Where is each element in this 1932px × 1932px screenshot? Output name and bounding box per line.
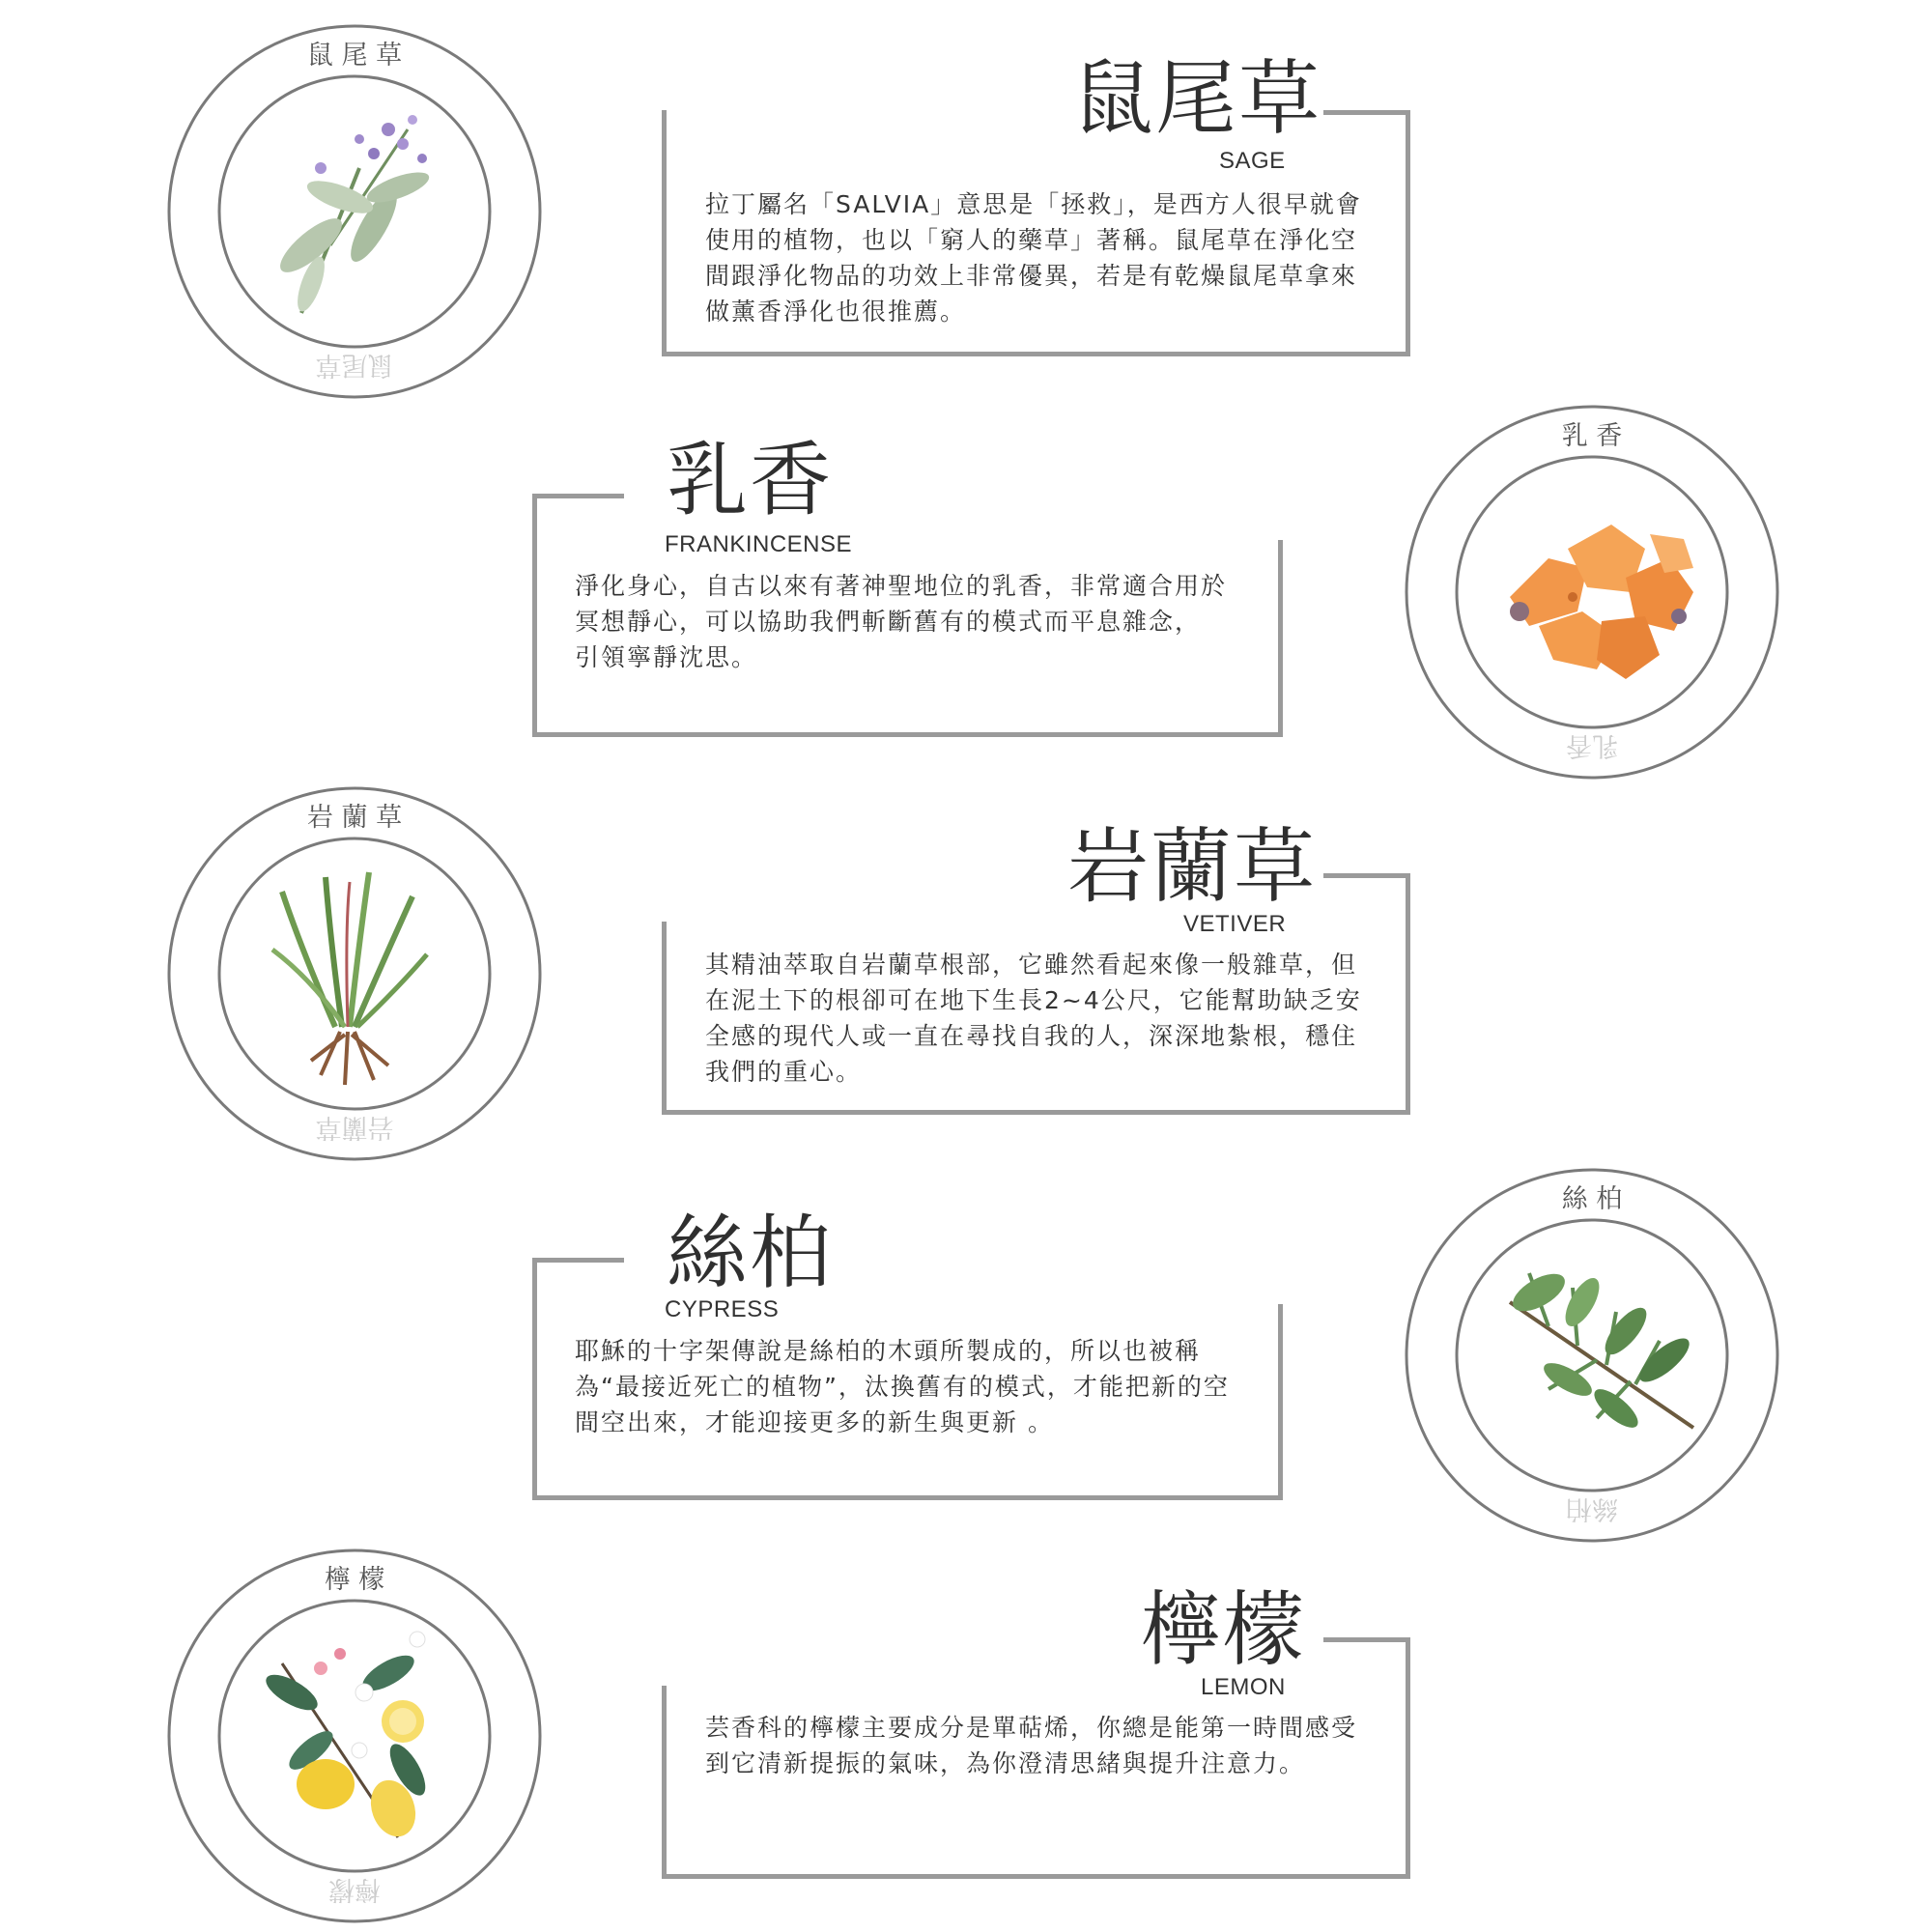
medallion-frame xyxy=(166,23,543,400)
desc-line: 引領寧靜沈思。 xyxy=(575,643,758,671)
cypress-branch-icon xyxy=(1507,1266,1695,1435)
desc-line: 冥想靜心，可以協助我們斬斷舊有的模式而平息雜念， xyxy=(575,608,1202,636)
desc-line: 做薰香淨化也很推薦。 xyxy=(705,298,967,326)
ring-label-frankincense: 乳 香 xyxy=(1561,421,1623,451)
desc-line: 拉丁屬名「SALVIA」意思是「拯救」，是西方人很早就會 xyxy=(705,190,1362,218)
desc-line: 芸香科的檸檬主要成分是單萜烯，你總是能第一時間感受 xyxy=(705,1714,1358,1742)
herb-subtitle-sage: SAGE xyxy=(1219,148,1286,174)
desc-line: 到它清新提振的氣味，為你澄清思緒與提升注意力。 xyxy=(705,1749,1306,1777)
herb-subtitle-vetiver: VETIVER xyxy=(1183,911,1287,937)
desc-line: 間跟淨化物品的功效上非常優異，若是有乾燥鼠尾草拿來 xyxy=(705,262,1358,290)
herb-description-sage xyxy=(705,186,1401,329)
medallion-cypress xyxy=(1404,1167,1780,1544)
herb-title-lemon: 檸檬 xyxy=(1140,1582,1307,1677)
herb-description-vetiver xyxy=(705,947,1401,1090)
herb-title-sage: 鼠尾草 xyxy=(1072,51,1322,146)
herb-description-frankincense xyxy=(575,568,1270,675)
sage-plant-icon xyxy=(272,115,432,315)
herb-description-cypress xyxy=(575,1333,1270,1440)
medallion-frame xyxy=(1404,1167,1780,1544)
medallion-frame xyxy=(1404,404,1780,781)
medallion-frame xyxy=(166,785,543,1162)
herb-subtitle-frankincense: FRANKINCENSE xyxy=(665,531,853,557)
lemon-branch-icon xyxy=(261,1632,432,1843)
desc-line: 全感的現代人或一直在尋找自我的人，深深地紮根，穩住 xyxy=(705,1022,1358,1050)
medallion-vetiver xyxy=(166,785,543,1162)
ring-label-cypress: 絲 柏 xyxy=(1561,1184,1623,1214)
desc-line: 淨化身心，自古以來有著神聖地位的乳香，非常適合用於 xyxy=(575,572,1228,600)
ring-label-reflection-cypress: 絲柏 xyxy=(1566,1493,1618,1523)
herb-title-frankincense: 乳香 xyxy=(667,433,834,527)
ring-label-vetiver: 岩 蘭 草 xyxy=(306,803,403,833)
ring-label-reflection-sage: 鼠尾草 xyxy=(315,350,394,380)
herb-subtitle-cypress: CYPRESS xyxy=(665,1296,780,1322)
herb-subtitle-lemon: LEMON xyxy=(1201,1674,1286,1700)
herb-section-lemon xyxy=(0,1526,1932,1932)
desc-line: 在泥土下的根卻可在地下生長2~4公尺，它能幫助缺乏安 xyxy=(705,986,1362,1014)
medallion-frame xyxy=(166,1548,543,1924)
ring-label-reflection-vetiver: 岩蘭草 xyxy=(315,1112,394,1142)
vetiver-grass-icon xyxy=(272,872,427,1085)
desc-line: 我們的重心。 xyxy=(705,1058,863,1086)
herb-description-lemon xyxy=(705,1710,1401,1781)
ring-label-sage: 鼠 尾 草 xyxy=(306,41,403,71)
medallion-lemon xyxy=(166,1548,543,1924)
herb-title-vetiver: 岩蘭草 xyxy=(1067,819,1318,914)
frankincense-resin-icon xyxy=(1510,525,1693,679)
ring-label-lemon: 檸 檬 xyxy=(324,1565,385,1595)
ring-label-reflection-lemon: 檸檬 xyxy=(328,1874,381,1904)
desc-line: 耶穌的十字架傳說是絲柏的木頭所製成的，所以也被稱 xyxy=(575,1337,1202,1365)
medallion-sage xyxy=(166,23,543,400)
medallion-frankincense xyxy=(1404,404,1780,781)
desc-line: 其精油萃取自岩蘭草根部，它雖然看起來像一般雜草，但 xyxy=(705,951,1358,979)
desc-line: 間空出來，才能迎接更多的新生與更新 。 xyxy=(575,1408,1054,1436)
desc-line: 使用的植物，也以「窮人的藥草」著稱。鼠尾草在淨化空 xyxy=(705,226,1358,254)
desc-line: 為“最接近死亡的植物”，汰換舊有的模式，才能把新的空 xyxy=(575,1373,1230,1401)
ring-label-reflection-frankincense: 乳香 xyxy=(1566,730,1618,760)
herb-title-cypress: 絲柏 xyxy=(667,1206,834,1300)
